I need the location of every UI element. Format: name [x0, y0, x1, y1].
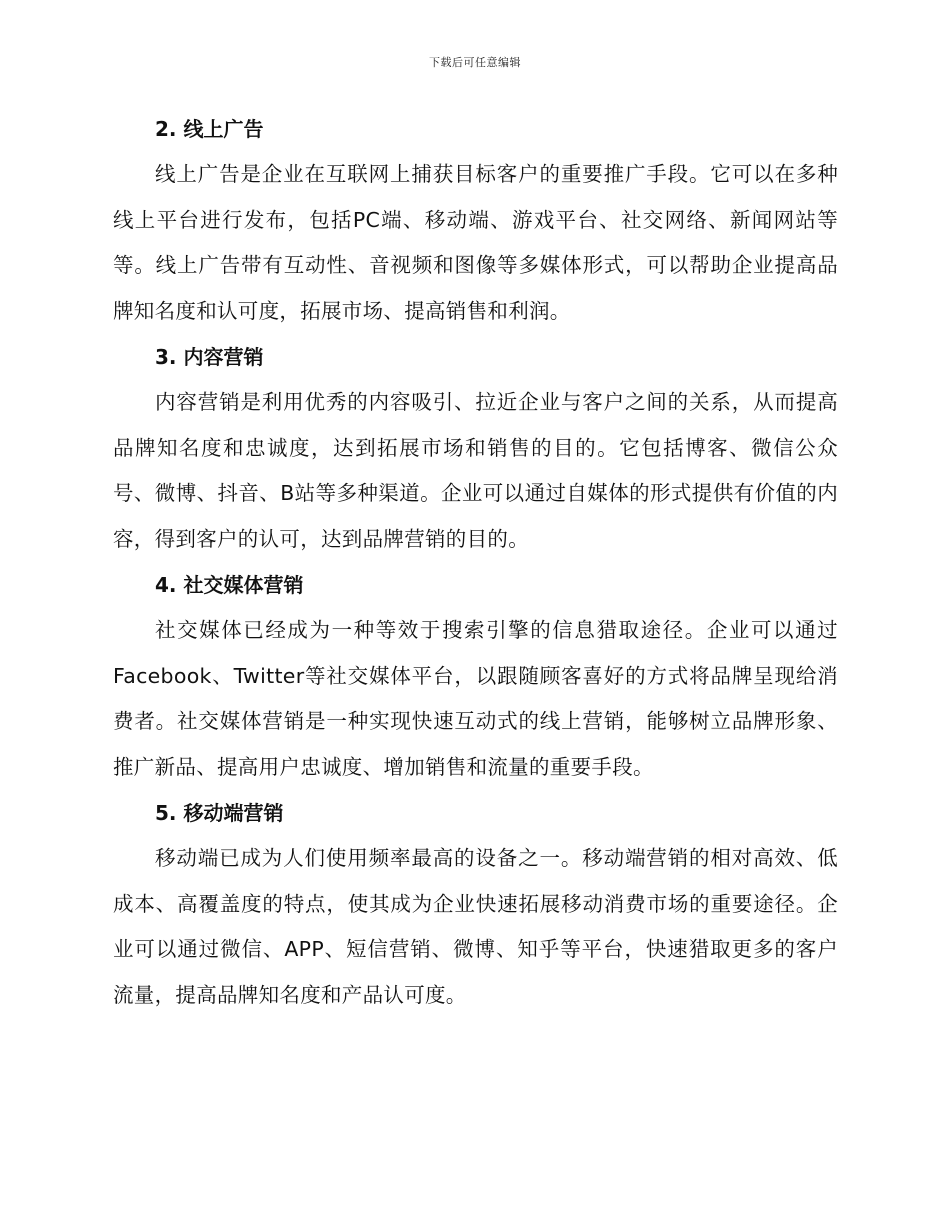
section-mobile-marketing — [113, 796, 838, 1018]
section-content-marketing — [113, 340, 838, 562]
section-paragraph: 移动端已成为人们使用频率最高的设备之一。移动端营销的相对高效、低成本、高覆盖度的特点，使其成为企业快速拓展移动消费市场的重要途径。企业可以通过微信、APP、短信营销、微博、知乎等平台，快速猎取更多的客户流量，提高品牌知名度和产品认可度。 — [113, 846, 838, 1007]
section-online-ads — [113, 112, 838, 334]
document-body — [113, 112, 838, 1024]
section-paragraph: 内容营销是利用优秀的内容吸引、拉近企业与客户之间的关系，从而提高品牌知名度和忠诚度，达到拓展市场和销售的目的。它包括博客、微信公众号、微博、抖音、B站等多种渠道。企业可以通过自媒体的形式提供有价值的内容，得到客户的认可，达到品牌营销的目的。 — [113, 390, 838, 551]
section-heading: 5. 移动端营销 — [155, 801, 284, 825]
section-heading: 3. 内容营销 — [155, 345, 264, 369]
section-paragraph: 社交媒体已经成为一种等效于搜索引擎的信息猎取途径。企业可以通过Facebook、Twitter等社交媒体平台，以跟随顾客喜好的方式将品牌呈现给消费者。社交媒体营销是一种实现快速互动式的线上营销，能够树立品牌形象、推广新品、提高用户忠诚度、增加销售和流量的重要手段。 — [113, 618, 838, 779]
section-heading: 4. 社交媒体营销 — [155, 573, 304, 597]
section-social-media-marketing — [113, 568, 838, 790]
section-paragraph: 线上广告是企业在互联网上捕获目标客户的重要推广手段。它可以在多种线上平台进行发布，包括PC端、移动端、游戏平台、社交网络、新闻网站等等。线上广告带有互动性、音视频和图像等多媒体形式，可以帮助企业提高品牌知名度和认可度，拓展市场、提高销售和利润。 — [113, 162, 838, 323]
section-heading: 2. 线上广告 — [155, 117, 264, 141]
page-header: 下载后可任意编辑 — [429, 56, 521, 69]
